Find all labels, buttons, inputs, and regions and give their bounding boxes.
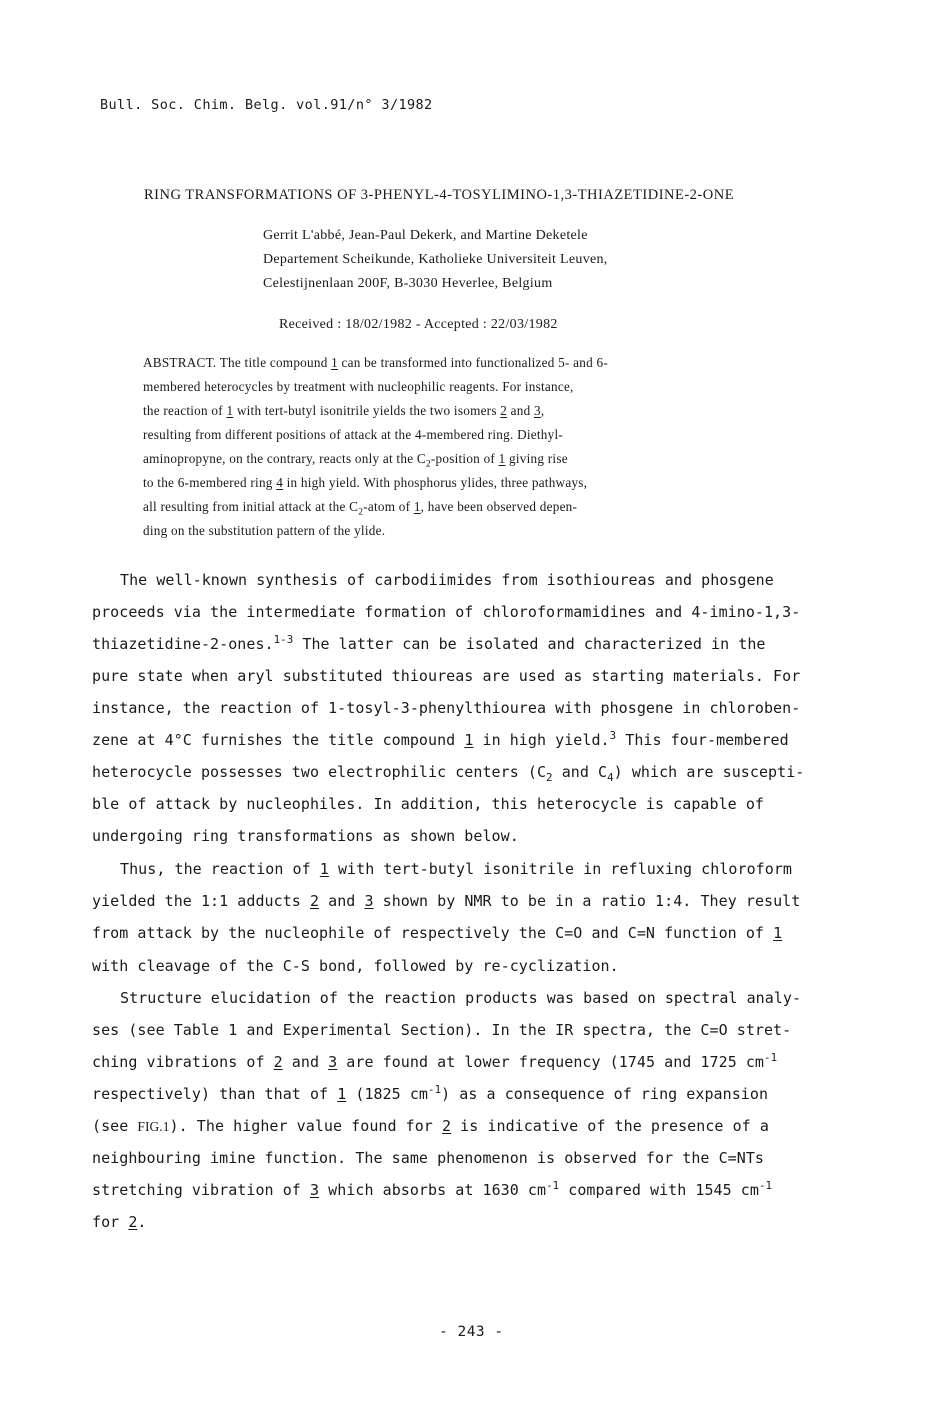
abstract-line: ding on the substitution pattern of the ylide. xyxy=(143,523,386,538)
journal-citation: Bull. Soc. Chim. Belg. vol.91/n° 3/1982 xyxy=(100,97,433,113)
body-line: heterocycle possesses two electrophilic centers ($C_2$ and $C_4$) which are suscepti- xyxy=(92,763,805,784)
abstract-line: the reaction of 1 with tert-butyl isonitrile yields the two isomers 2 and 3, xyxy=(143,403,545,418)
abstract-line: resulting from different positions of attack at the 4-membered ring. Diethyl- xyxy=(143,427,564,442)
body-line: from attack by the nucleophile of respectively the C=O and C=N function of 1 xyxy=(92,924,783,942)
abstract-line: ABSTRACT. The title compound 1 can be transformed into functionalized 5- and 6- xyxy=(143,355,608,370)
body-line: ble of attack by nucleophiles. In addition, this heterocycle is capable of xyxy=(92,795,764,813)
affiliation-line-1: Departement Scheikunde, Katholieke Universiteit Leuven, xyxy=(263,252,608,267)
authors: Gerrit L'abbé, Jean-Paul Dekerk, and Martine Deketele xyxy=(263,228,588,243)
body-line: with cleavage of the C-S bond, followed by re-cyclization. xyxy=(92,957,619,975)
body-line: ses (see Table 1 and Experimental Section). In the IR spectra, the C=O stret- xyxy=(92,1021,792,1039)
body-line: stretching vibration of 3 which absorbs at 1630 $cm^{-1}$ compared with 1545 $cm^{-1}$ xyxy=(92,1179,773,1199)
body-line: The well-known synthesis of carbodiimides from isothioureas and phosgene xyxy=(120,571,774,589)
body-line: yielded the 1:1 adducts 2 and 3 shown by NMR to be in a ratio 1:4. They result xyxy=(92,892,801,910)
abstract-line: membered heterocycles by treatment with nucleophilic reagents. For instance, xyxy=(143,379,574,394)
body-line: zene at 4°C furnishes the title compound 1 in high yield.$^3$ This four-membered xyxy=(92,729,789,749)
body-line: proceeds via the intermediate formation of chloroformamidines and 4-imino-1,3- xyxy=(92,603,801,621)
body-line: instance, the reaction of 1-tosyl-3-phenylthiourea with phosgene in chloroben- xyxy=(92,699,801,717)
body-line: Structure elucidation of the reaction products was based on spectral analy- xyxy=(120,989,802,1007)
body-line: ching vibrations of 2 and 3 are found at lower frequency (1745 and 1725 $cm^{-1}$ xyxy=(92,1051,778,1071)
abstract-line: all resulting from initial attack at the $C_2$-atom of 1, have been observed depen- xyxy=(143,499,578,518)
body-line: pure state when aryl substituted thioureas are used as starting materials. For xyxy=(92,667,801,685)
body-line: (see FIG.1). The higher value found for 2 is indicative of the presence of a xyxy=(92,1117,769,1135)
abstract-line: aminopropyne, on the contrary, reacts only at the $C_2$-position of 1 giving rise xyxy=(143,451,568,470)
body-line: for 2. xyxy=(92,1213,147,1231)
body-line: thiazetidine-2-ones.$^{1-3}$ The latter can be isolated and characterized in the xyxy=(92,633,766,653)
abstract-line: to the 6-membered ring 4 in high yield. With phosphorus ylides, three pathways, xyxy=(143,475,588,490)
page-number: - 243 - xyxy=(439,1324,504,1340)
body-line: respectively) than that of 1 (1825 $cm^{-1}$) as a consequence of ring expansion xyxy=(92,1083,769,1103)
received-dates: Received : 18/02/1982 - Accepted : 22/03/1982 xyxy=(279,317,558,332)
body-line: neighbouring imine function. The same phenomenon is observed for the C=NTs xyxy=(92,1149,764,1167)
body-line: Thus, the reaction of 1 with tert-butyl isonitrile in refluxing chloroform xyxy=(120,860,792,878)
article-title: RING TRANSFORMATIONS OF 3-PHENYL-4-TOSYLIMINO-1,3-THIAZETIDINE-2-ONE xyxy=(144,187,735,203)
affiliation-line-2: Celestijnenlaan 200F, B-3030 Heverlee, Belgium xyxy=(263,276,553,291)
body-line: undergoing ring transformations as shown below. xyxy=(92,827,519,845)
